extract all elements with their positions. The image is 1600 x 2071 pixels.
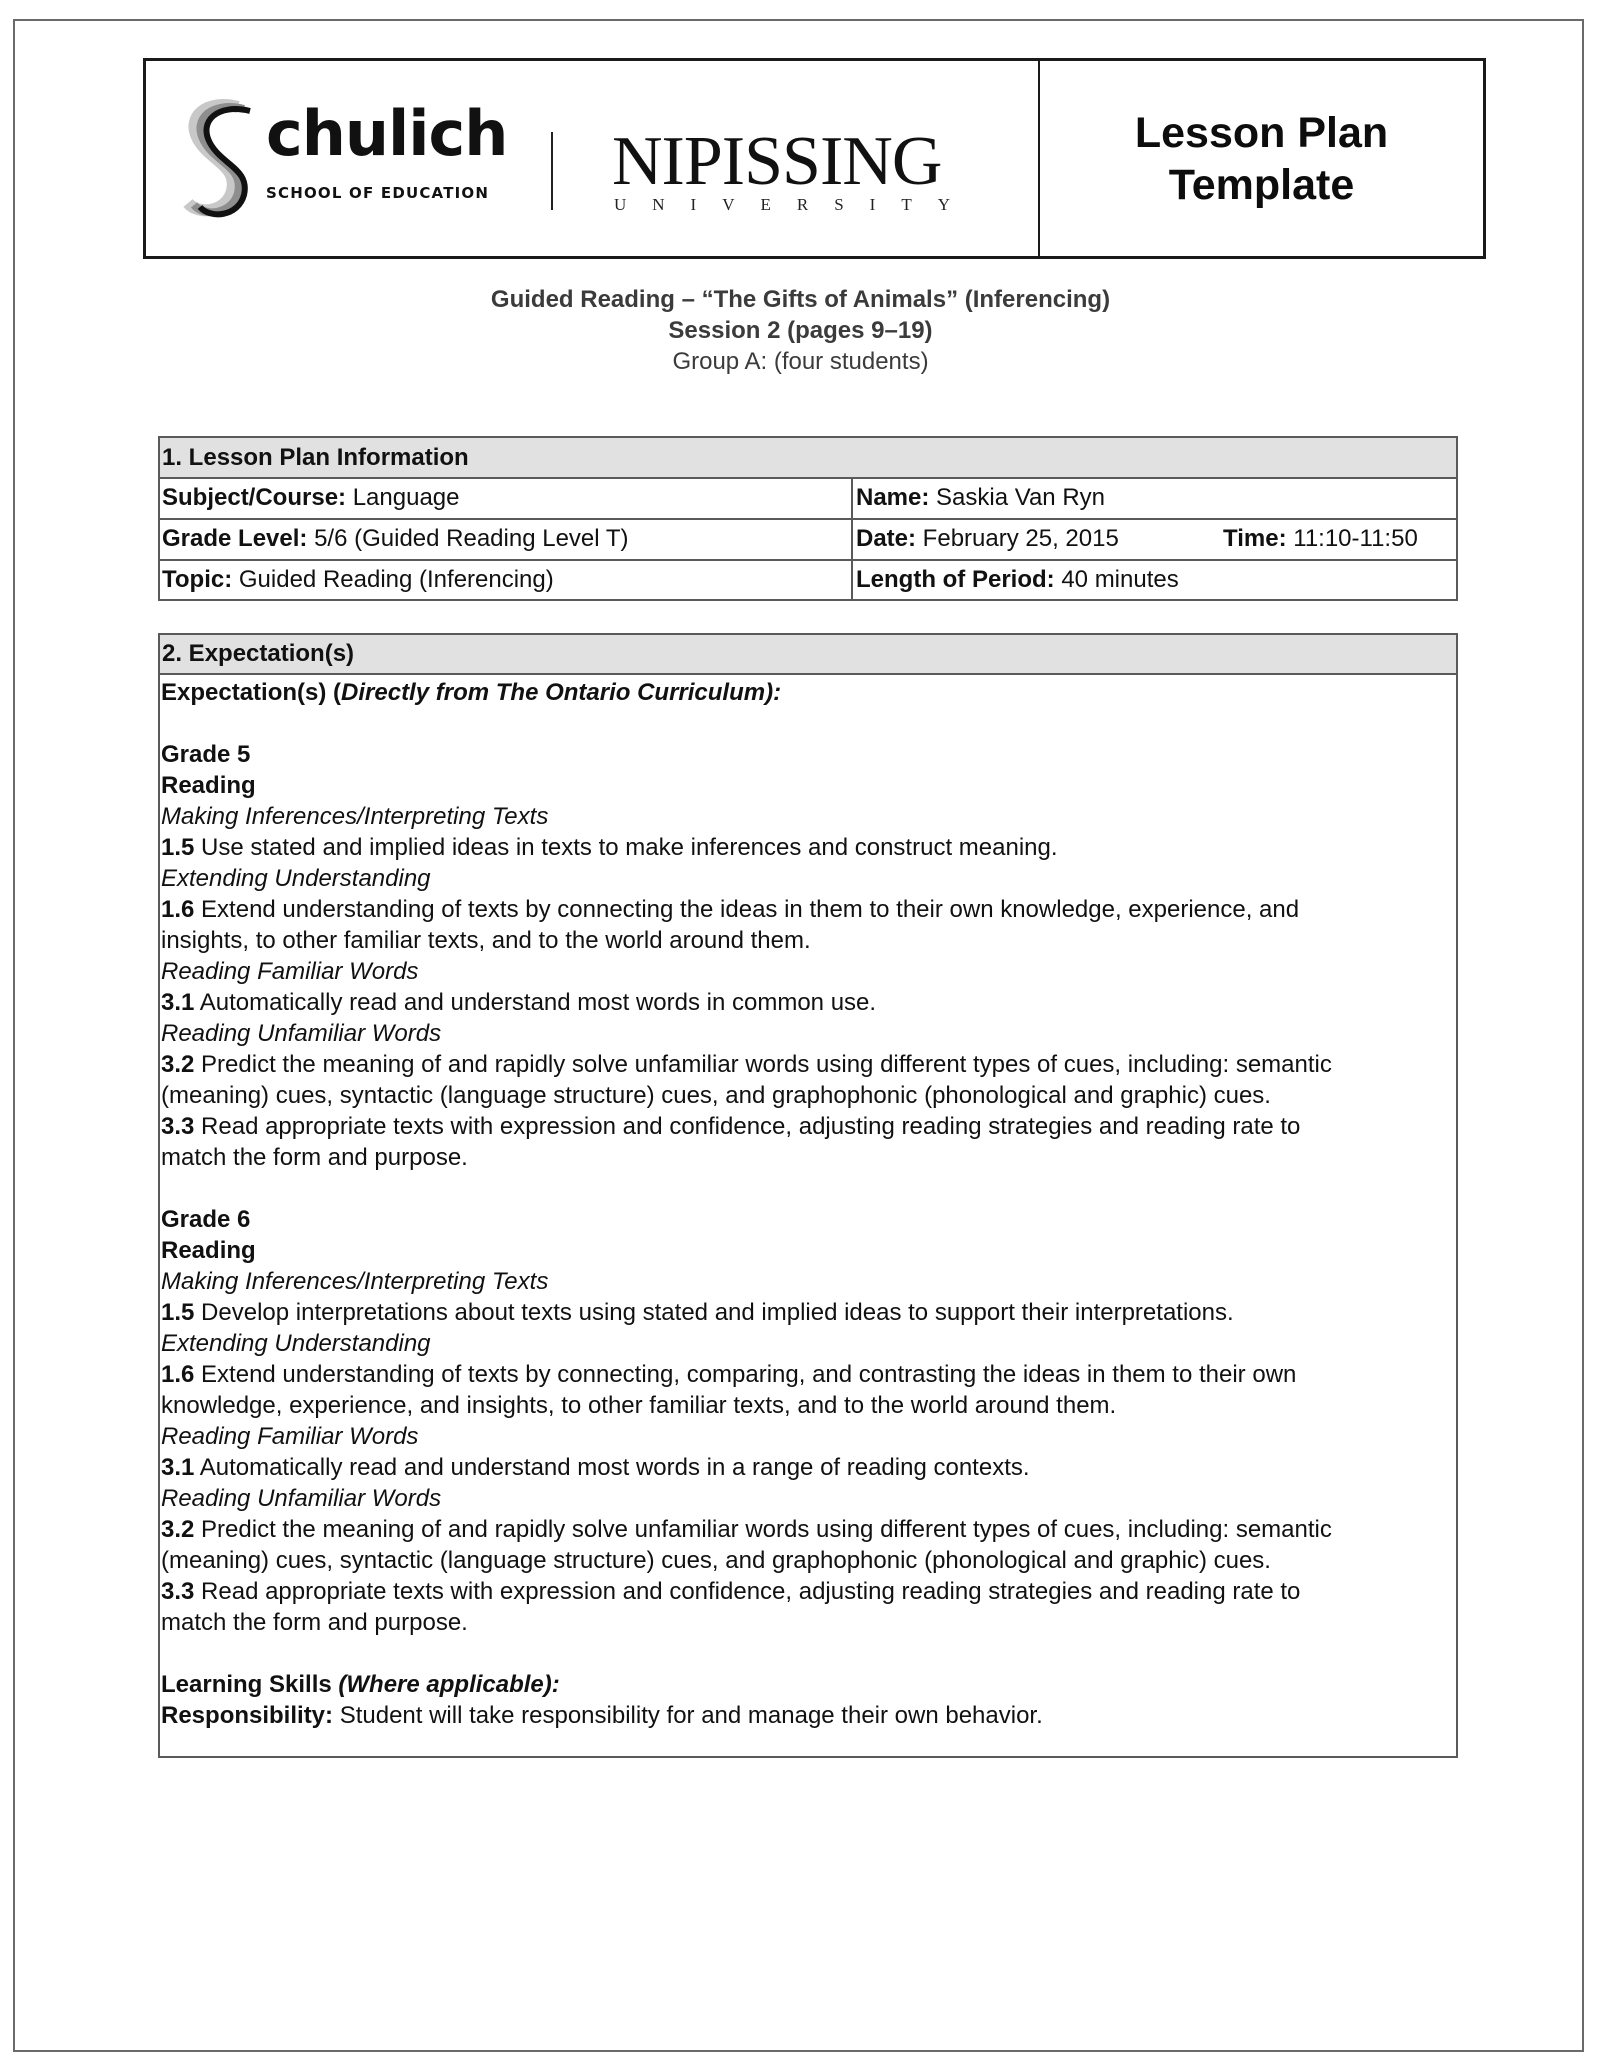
expectation-text: insights, to other familiar texts, and to the world around them. — [161, 927, 811, 954]
expectation-text: match the form and purpose. — [161, 1144, 468, 1171]
schulich-s-logo-icon — [176, 99, 266, 219]
expectation-line — [161, 894, 1456, 925]
expectation-text: match the form and purpose. — [161, 1609, 468, 1636]
expectation-code: 3.2 — [161, 1051, 195, 1078]
expectation-text: Read appropriate texts with expression and confidence, adjusting reading strategies and reading rate to — [194, 1578, 1301, 1605]
expectation-text: Automatically read and understand most words in a range of reading contexts. — [194, 1454, 1030, 1481]
schulich-wordmark: chulich — [266, 97, 508, 170]
expectation-line — [161, 1607, 1456, 1638]
grade-heading: Grade 5 — [161, 741, 251, 768]
expectation-code: 1.6 — [161, 1361, 195, 1388]
topic-value: Guided Reading (Inferencing) — [232, 566, 554, 593]
blank-line — [161, 1173, 1456, 1204]
section-heading: 2. Expectation(s) — [160, 635, 1456, 675]
table-row — [160, 520, 1456, 561]
learning-skills-heading — [161, 1669, 1456, 1700]
strand-heading: Reading — [161, 1237, 256, 1264]
document-type-title — [1040, 61, 1483, 256]
expectation-line — [161, 1452, 1456, 1483]
expectation-line — [161, 1142, 1456, 1173]
category-heading: Reading Unfamiliar Words — [161, 1485, 442, 1512]
expectation-code: 1.5 — [161, 834, 195, 861]
expectation-text: knowledge, experience, and insights, to other familiar texts, and to the world around them. — [161, 1392, 1117, 1419]
expectation-text: (meaning) cues, syntactic (language structure) cues, and graphophonic (phonological and graphic) cues. — [161, 1547, 1271, 1574]
length-value: 40 minutes — [1054, 566, 1179, 593]
session-subtitle: Session 2 (pages 9–19) — [668, 317, 933, 344]
lesson-plan-information-table — [158, 436, 1458, 601]
learning-skills-italic: (Where applicable): — [338, 1671, 560, 1698]
school-of-education-text: SCHOOL OF EDUCATION — [266, 184, 490, 202]
expectation-text: Use stated and implied ideas in texts to make inferences and construct meaning. — [194, 834, 1058, 861]
subject-label: Subject/Course: — [162, 484, 347, 511]
expectations-intro — [161, 677, 1456, 708]
category-heading: Extending Understanding — [161, 1330, 431, 1357]
grade-cell — [160, 520, 853, 559]
section-heading: 1. Lesson Plan Information — [160, 438, 1456, 479]
expectation-code: 1.6 — [161, 896, 195, 923]
table-row — [160, 479, 1456, 520]
logo-separator — [551, 132, 553, 210]
expectation-code: 1.5 — [161, 1299, 195, 1326]
expectation-code: 3.1 — [161, 989, 195, 1016]
expectation-line — [161, 1297, 1456, 1328]
expectation-code: 3.3 — [161, 1113, 195, 1140]
length-label: Length of Period: — [856, 566, 1055, 593]
category-heading: Reading Familiar Words — [161, 958, 419, 985]
grade-label: Grade Level: — [162, 525, 308, 552]
university-text: UNIVERSITY — [614, 195, 976, 214]
date-label: Date: — [856, 525, 917, 552]
category-heading: Reading Familiar Words — [161, 1423, 419, 1450]
expectation-code: 3.2 — [161, 1516, 195, 1543]
expectation-text: Predict the meaning of and rapidly solve unfamiliar words using different types of cues, including: semantic — [194, 1516, 1332, 1543]
responsibility-label: Responsibility: — [161, 1702, 334, 1729]
expectation-text: Read appropriate texts with expression and confidence, adjusting reading strategies and reading rate to — [194, 1113, 1301, 1140]
category-heading: Making Inferences/Interpreting Texts — [161, 1268, 549, 1295]
category-heading: Reading Unfamiliar Words — [161, 1020, 442, 1047]
length-cell — [853, 561, 1456, 601]
topic-cell — [160, 561, 853, 601]
name-label: Name: — [856, 484, 930, 511]
name-cell — [853, 479, 1456, 518]
expectation-text: Extend understanding of texts by connecting, comparing, and contrasting the ideas in them to their own — [194, 1361, 1297, 1388]
document-header — [143, 58, 1486, 259]
category-heading: Extending Understanding — [161, 865, 431, 892]
time-label: Time: — [1223, 525, 1287, 552]
name-value: Saskia Van Ryn — [929, 484, 1105, 511]
expectation-line — [161, 1359, 1456, 1390]
title-line-1: Lesson Plan — [1134, 108, 1389, 157]
expectation-line — [161, 987, 1456, 1018]
date-time-cell — [853, 520, 1456, 559]
category-heading: Making Inferences/Interpreting Texts — [161, 803, 549, 830]
lesson-title: Guided Reading – “The Gifts of Animals” (Inferencing) — [490, 286, 1111, 313]
expectation-line — [161, 832, 1456, 863]
subject-cell — [160, 479, 853, 518]
expectations-section — [158, 633, 1458, 1758]
responsibility-value: Student will take responsibility for and manage their own behavior. — [333, 1702, 1043, 1729]
time-value: 11:10-11:50 — [1286, 525, 1418, 552]
expectation-line — [161, 1049, 1456, 1080]
expectation-text: Automatically read and understand most words in common use. — [194, 989, 877, 1016]
topic-label: Topic: — [162, 566, 233, 593]
time-field — [1223, 520, 1418, 558]
intro-italic: Directly from The Ontario Curriculum): — [341, 679, 782, 706]
table-row — [160, 561, 1456, 601]
date-value: February 25, 2015 — [916, 525, 1119, 552]
title-line-2: Template — [1168, 160, 1355, 209]
expectation-code: 3.3 — [161, 1578, 195, 1605]
expectation-text: Extend understanding of texts by connecting the ideas in them to their own knowledge, experience, and — [194, 896, 1300, 923]
expectation-code: 3.1 — [161, 1454, 195, 1481]
intro-bold: Expectation(s) ( — [161, 679, 342, 706]
expectation-text: Develop interpretations about texts using stated and implied ideas to support their interpretations. — [194, 1299, 1234, 1326]
blank-line — [161, 1638, 1456, 1669]
group-subtitle: Group A: (four students) — [672, 348, 929, 375]
expectation-line — [161, 1080, 1456, 1111]
grade-value: 5/6 (Guided Reading Level T) — [307, 525, 629, 552]
expectation-line — [161, 1576, 1456, 1607]
expectation-line — [161, 925, 1456, 956]
subject-value: Language — [346, 484, 460, 511]
grade-heading: Grade 6 — [161, 1206, 251, 1233]
expectation-line — [161, 1545, 1456, 1576]
lesson-titles — [143, 284, 1458, 377]
nipissing-wordmark: NIPISSING — [612, 123, 942, 200]
expectation-text: (meaning) cues, syntactic (language structure) cues, and graphophonic (phonological and graphic) cues. — [161, 1082, 1271, 1109]
responsibility-line — [161, 1700, 1456, 1731]
learning-skills-bold: Learning Skills — [161, 1671, 339, 1698]
grades-list — [161, 739, 1456, 1638]
expectation-line — [161, 1390, 1456, 1421]
expectation-line — [161, 1514, 1456, 1545]
expectation-text: Predict the meaning of and rapidly solve unfamiliar words using different types of cues, including: semantic — [194, 1051, 1332, 1078]
strand-heading: Reading — [161, 772, 256, 799]
expectations-content — [160, 675, 1456, 1731]
blank-line — [161, 708, 1456, 739]
expectation-line — [161, 1111, 1456, 1142]
